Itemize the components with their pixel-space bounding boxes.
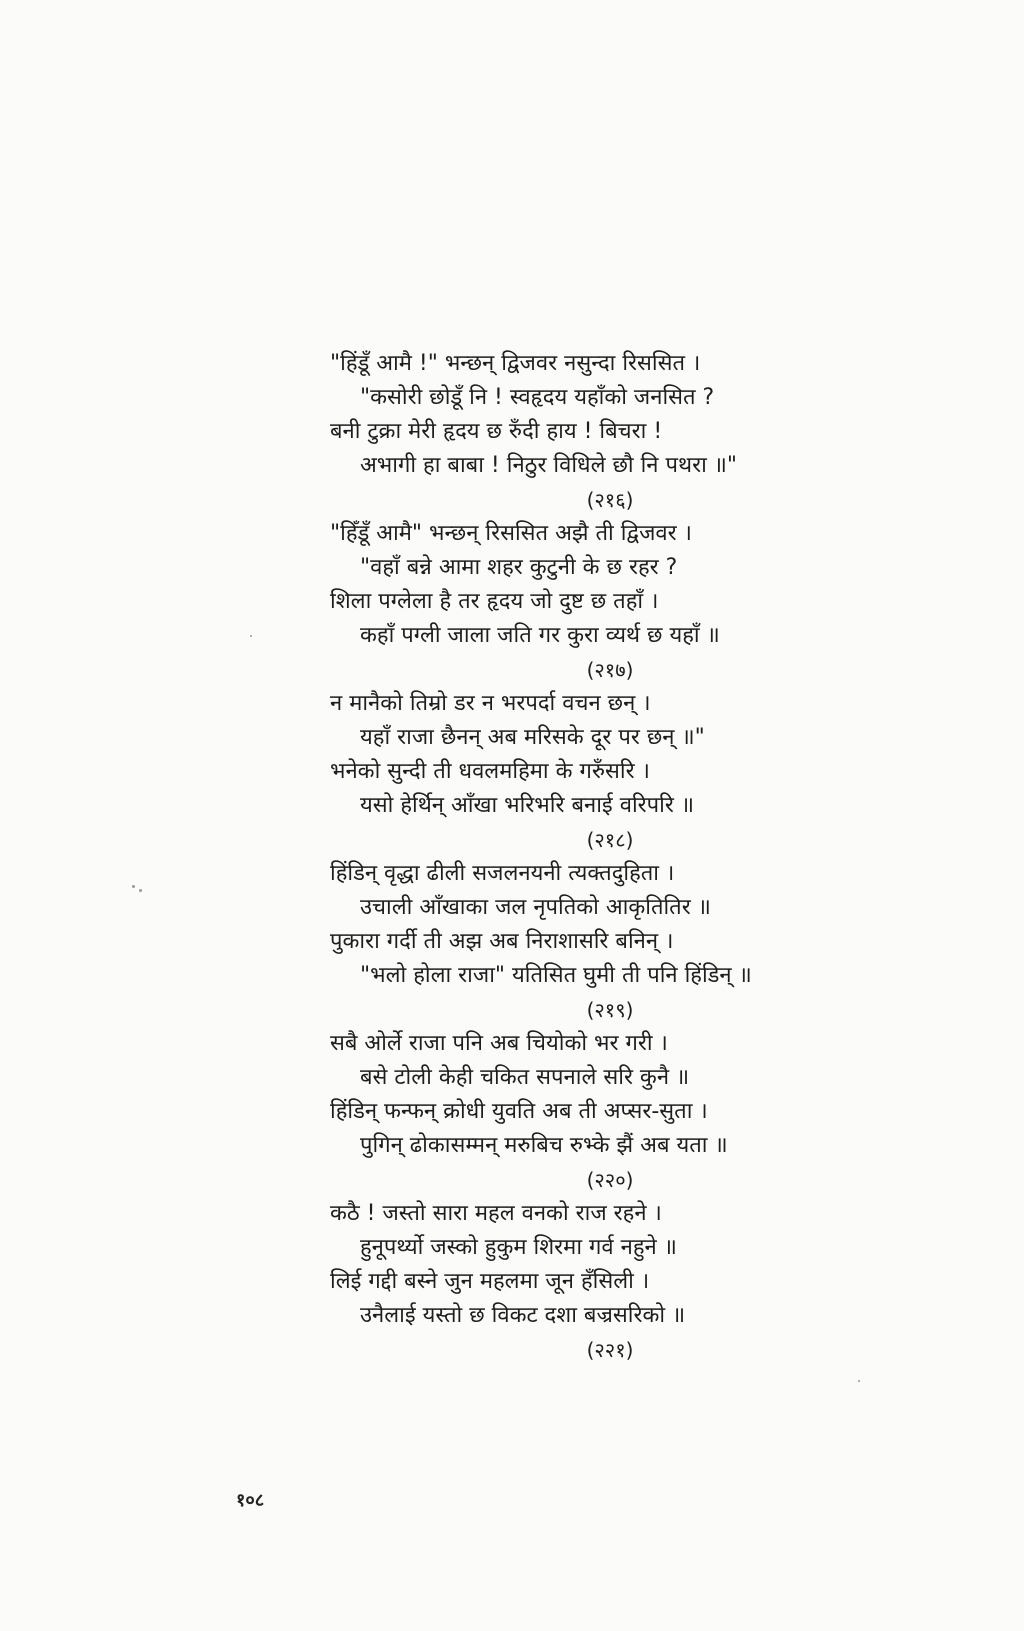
stanza-218 bbox=[330, 687, 870, 857]
stanza-216 bbox=[330, 347, 870, 517]
verse-line: शिला पग्लेला है तर हृदय जो दुष्ट छ तहाँ । bbox=[330, 589, 659, 614]
verse-line: कठै ! जस्तो सारा महल वनको राज रहने । bbox=[330, 1201, 662, 1226]
verse-line: "वहाँ बन्ने आमा शहर कुटुनी के छ रहर ? bbox=[360, 555, 678, 580]
stanza-220 bbox=[330, 1027, 870, 1197]
scan-speck bbox=[132, 885, 135, 888]
verse-number: (२१८) bbox=[586, 828, 634, 852]
scan-speck bbox=[250, 635, 252, 637]
verse-line: पुकारा गर्दी ती अझ अब निराशासरि बनिन् । bbox=[330, 929, 674, 954]
verse-line: कहाँ पग्ली जाला जति गर कुरा व्यर्थ छ यहाँ ॥ bbox=[360, 623, 720, 648]
verse-line: बनी टुक्रा मेरी हृदय छ रुँदी हाय ! बिचरा ! bbox=[330, 419, 663, 444]
verse-line: यसो हेर्थिन् आँखा भरिभरि बनाई वरिपरि ॥ bbox=[360, 793, 695, 818]
verse-line: "हिंडूँ आमै !" भन्छन् द्विजवर नसुन्दा रिससित । bbox=[330, 351, 701, 376]
verse-line: उनैलाई यस्तो छ विकट दशा बज्रसरिको ॥ bbox=[360, 1303, 686, 1328]
stanza-217 bbox=[330, 517, 870, 687]
verse-line: उचाली आँखाका जल नृपतिको आकृतितिर ॥ bbox=[360, 895, 711, 920]
verse-line: हिंडिन् वृद्धा ढीली सजलनयनी त्यक्तदुहिता । bbox=[330, 861, 675, 886]
verse-line: "हिँडूँ आमै" भन्छन् रिससित अझै ती द्विजवर । bbox=[330, 521, 692, 546]
stanza-221 bbox=[330, 1197, 870, 1367]
verse-number: (२१९) bbox=[586, 998, 634, 1022]
verse-number: (२१६) bbox=[586, 488, 634, 512]
page-number: १०८ bbox=[236, 1490, 265, 1511]
poem-body bbox=[330, 347, 870, 1367]
verse-line: बसे टोली केही चकित सपनाले सरि कुनै ॥ bbox=[360, 1065, 690, 1090]
verse-line: "भलो होला राजा" यतिसित घुमी ती पनि हिंडिन् ॥ bbox=[360, 963, 752, 988]
verse-line: न मानैको तिम्रो डर न भरपर्दा वचन छन् । bbox=[330, 691, 651, 716]
scan-speck bbox=[139, 889, 142, 892]
verse-line: लिई गद्दी बस्ने जुन महलमा जून हँसिली । bbox=[330, 1269, 650, 1294]
stanza-219 bbox=[330, 857, 870, 1027]
verse-line: "कसोरी छोडूँ नि ! स्वहृदय यहाँको जनसित ? bbox=[360, 385, 715, 410]
verse-line: अभागी हा बाबा ! निठुर विधिले छौ नि पथरा ॥" bbox=[360, 453, 738, 478]
verse-line: हुनूपर्थ्यो जस्को हुकुम शिरमा गर्व नहुने ॥ bbox=[360, 1235, 677, 1260]
verse-line: सबै ओर्ले राजा पनि अब चियोको भर गरी । bbox=[330, 1031, 668, 1056]
verse-line: यहाँ राजा छैनन् अब मरिसके दूर पर छन् ॥" bbox=[360, 725, 705, 750]
verse-line: हिंडिन् फन्फन् क्रोधी युवति अब ती अप्सर-सुता । bbox=[330, 1099, 708, 1124]
scan-speck bbox=[858, 1380, 860, 1382]
verse-number: (२२१) bbox=[586, 1338, 634, 1362]
verse-number: (२१७) bbox=[586, 658, 634, 682]
verse-number: (२२०) bbox=[586, 1168, 634, 1192]
verse-line: पुगिन् ढोकासम्मन् मरुबिच रुभ्के झैं अब यता ॥ bbox=[360, 1133, 728, 1158]
verse-line: भनेको सुन्दी ती धवलमहिमा के गरुँसरि । bbox=[330, 759, 650, 784]
